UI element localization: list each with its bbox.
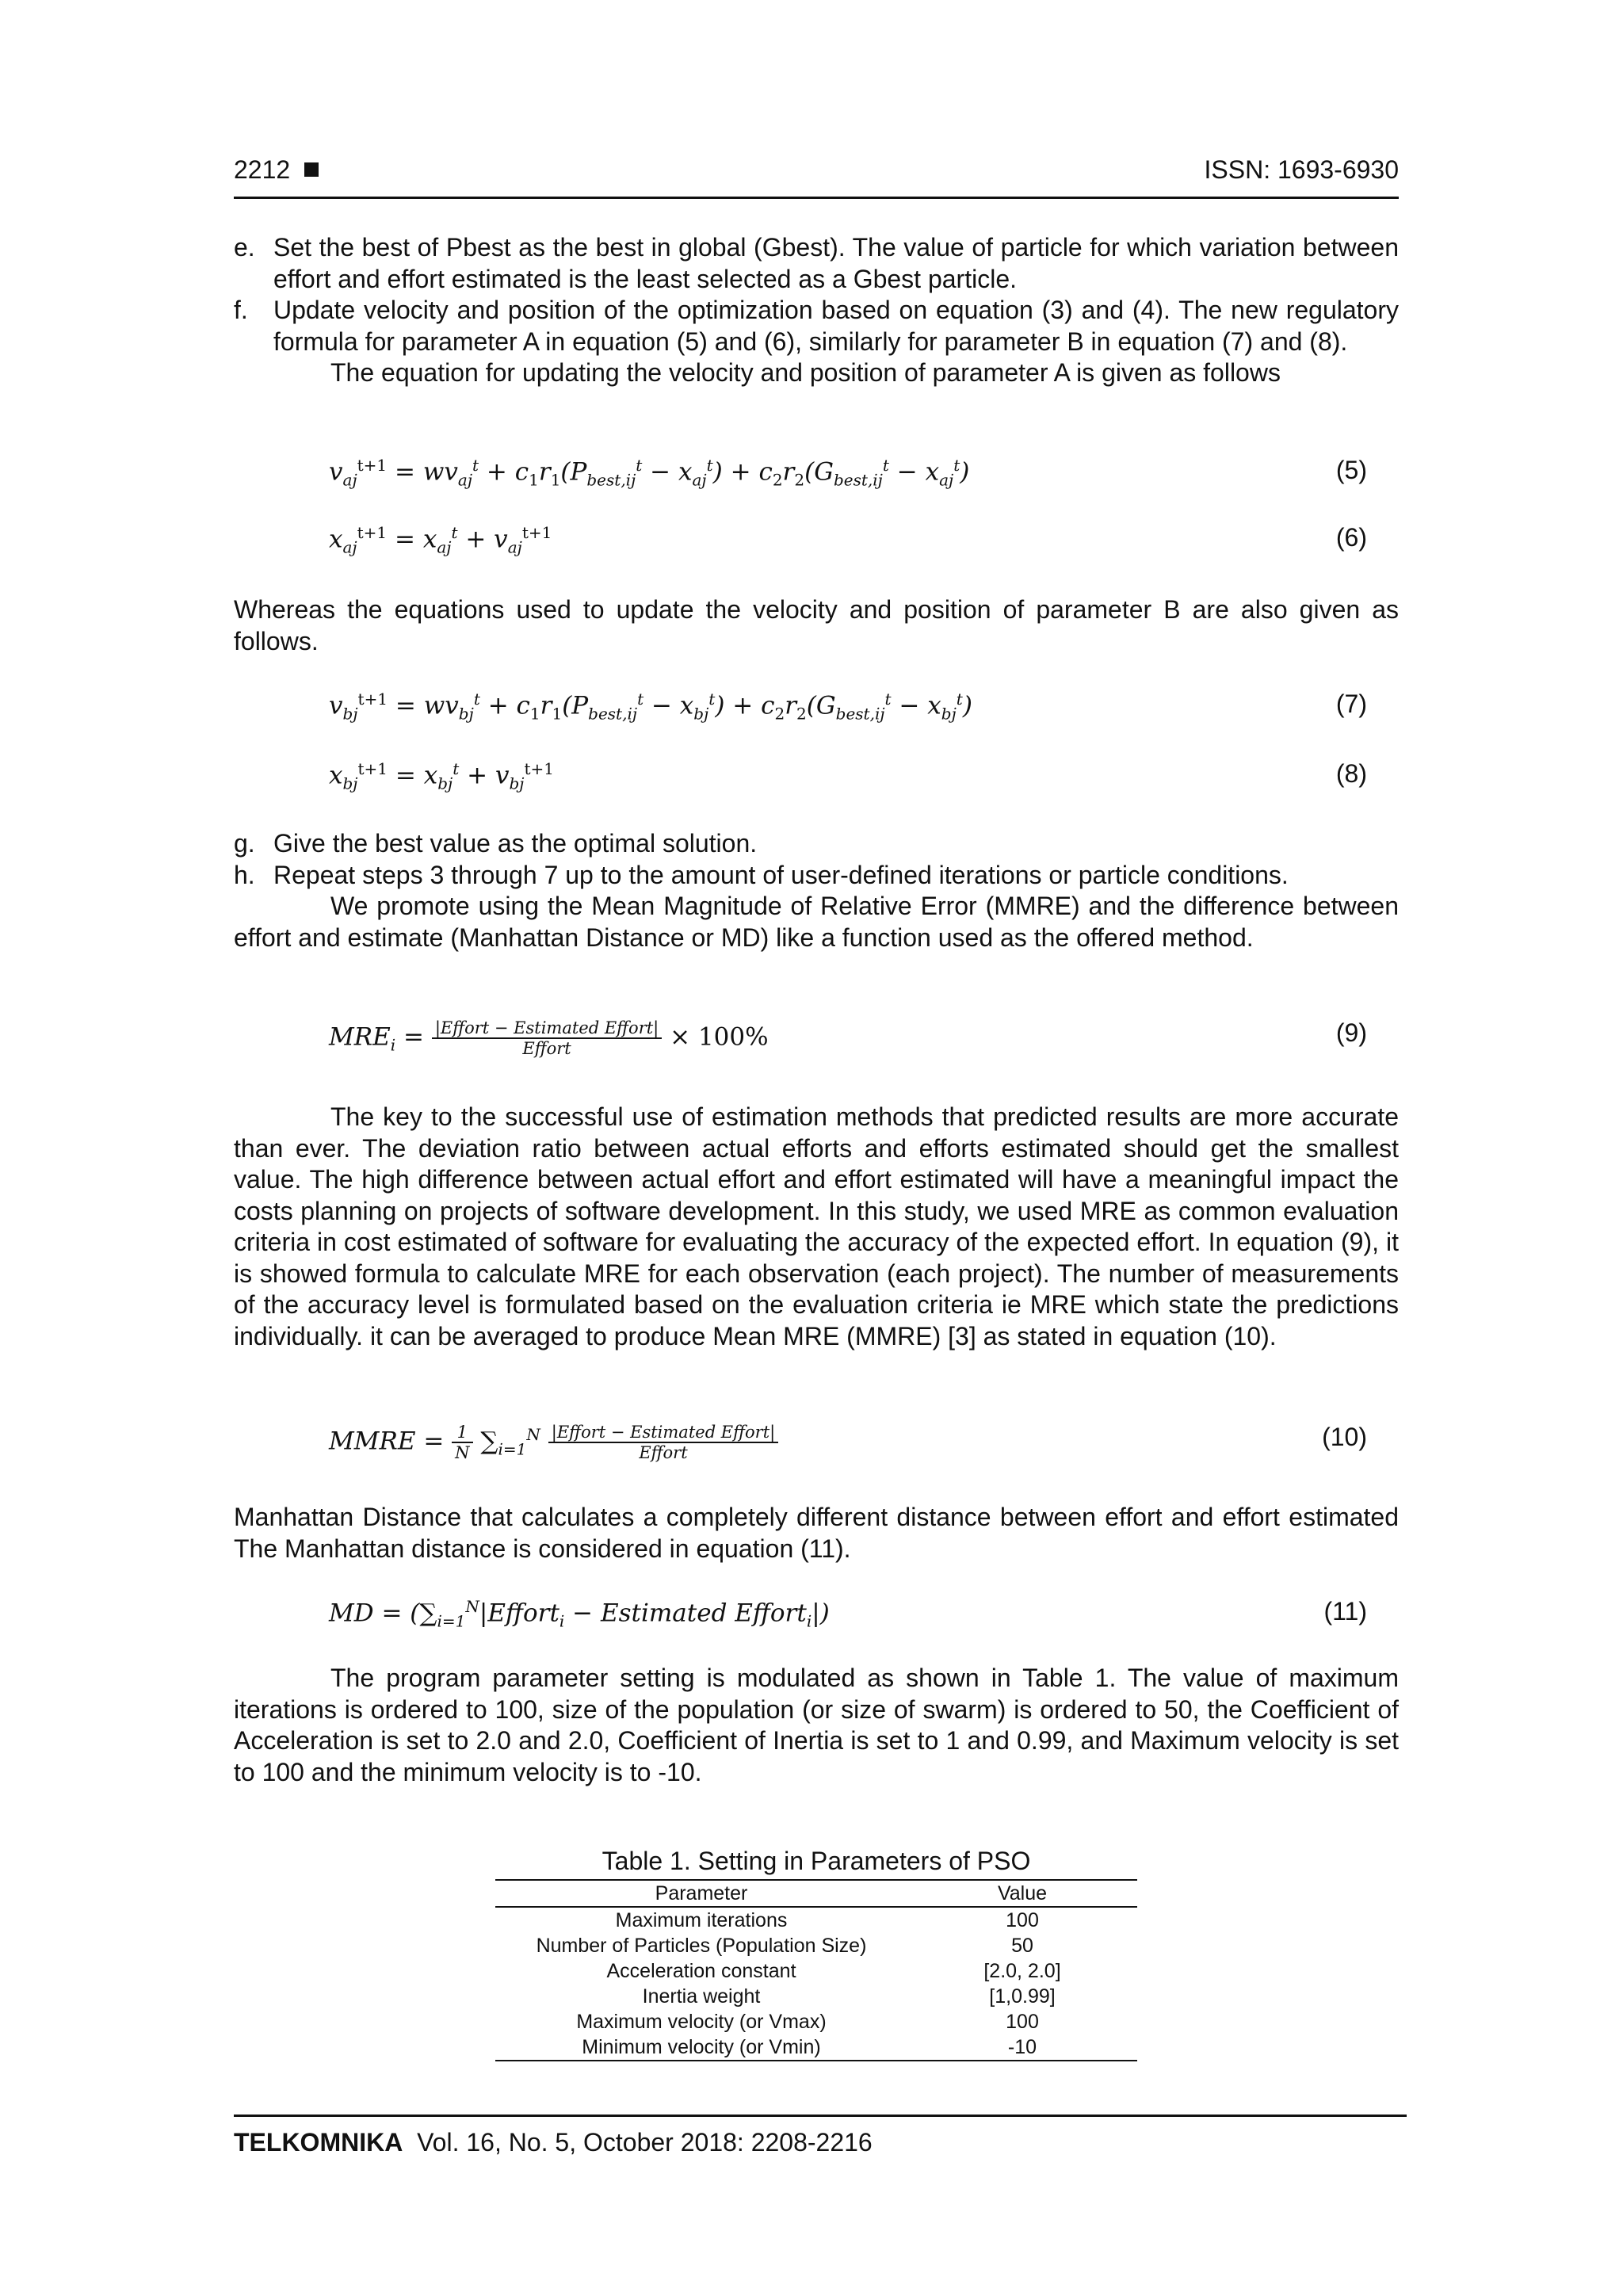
mmre-intro: We promote using the Mean Magnitude of Relative Error (MMRE) and the difference between effort and estimate (Manhattan Distance or MD) like a function used as the offered method. (234, 892, 1399, 952)
equation-number: (9) (1335, 1018, 1367, 1047)
fraction-denominator: Effort (522, 1039, 571, 1058)
page-number-group (234, 155, 319, 185)
table-cell: Acceleration constant (606, 1960, 796, 1982)
table-cell: 100 (1006, 1909, 1039, 1931)
text-block-1 (234, 232, 1399, 389)
equation-lhs: MMRE (329, 1427, 416, 1456)
equation-number: (7) (1335, 690, 1367, 718)
equation-rhs: × 100% (670, 1022, 769, 1052)
text-block-2 (234, 828, 1399, 953)
journal-name: TELKOMNIKA (234, 2128, 403, 2157)
list-marker: f. (234, 296, 248, 324)
equation-number: (10) (1322, 1423, 1367, 1451)
list-item-e (234, 232, 1399, 295)
table-cell: 100 (1006, 2011, 1039, 2033)
fraction (432, 1018, 662, 1058)
list-marker: g. (234, 829, 255, 858)
equation-lhs: MD (329, 1599, 374, 1628)
param-b-intro: Whereas the equations used to update the velocity and position of parameter B are also given as follows. (234, 595, 1399, 655)
equation-number: (5) (1335, 456, 1367, 484)
equation-8: $x_{bj}^{t+1} = x_{bj}^t + v_{bj}^{t+1}$ (8) (329, 759, 1367, 793)
fraction: $\frac{1}{N}$ (452, 1423, 472, 1462)
manhattan-paragraph: Manhattan Distance that calculates a completely different distance between effort and effort estimated The Manhattan distance is considered in equation (11). (234, 1503, 1399, 1563)
equation-10: MMRE = $\frac{1}{N}$ $\sum_{i=1}^N$ $\frac{\text{|Effort − Estimated Effort|}}{\text{Effort}}$ (10) (329, 1423, 1367, 1462)
table-row (495, 1933, 1137, 1958)
table-header-row (495, 1880, 1137, 1907)
table-cell: -10 (1007, 2036, 1037, 2058)
citation: Vol. 16, No. 5, October 2018: 2208-2216 (417, 2128, 873, 2157)
equation-6: $x_{aj}^{t+1} = x_{aj}^t + v_{aj}^{t+1}$ (6) (329, 523, 1367, 557)
issn: ISSN: 1693-6930 (1204, 155, 1399, 184)
key-paragraph: The key to the successful use of estimation methods that predicted results are more accurate than ever. The deviation ratio between actual efforts and efforts estimated should get the smallest value. The high difference between actual effort and effort estimated will have a meaningful impact the costs planning on projects of software development. In this study, we used MRE as common evaluation criteria in cost estimated of software for evaluating the accuracy of the expected effort. In equation (9), it is showed formula to calculate MRE for each observation (each project). The number of measurements of the accuracy level is formulated based on the evaluation criteria ie MRE which state the predictions individually. it can be averaged to produce Mean MRE (MMRE) [3] as stated in equation (10). (234, 1102, 1399, 1350)
table-row (495, 1907, 1137, 1933)
fraction-numerator: |Effort − Estimated Effort| (548, 1423, 778, 1443)
parameter-table (495, 1847, 1137, 2061)
page-footer (234, 2115, 1407, 2157)
list-item-text: Repeat steps 3 through 7 up to the amount of user-defined iterations or particle conditions. (273, 860, 1289, 889)
table-cell: [2.0, 2.0] (983, 1960, 1061, 1982)
equation-11: MD = ($\sum_{i=1}^N|Effort_i$ − Estimated Effort$_i$|) (11) (329, 1597, 1367, 1631)
list-item-g (234, 828, 1399, 860)
table-cell: Maximum iterations (615, 1909, 788, 1931)
equation-5: $v_{aj}^{t+1} = wv_{aj}^t + c_1r_1(P_{best,ij}^t - x_{aj}^t) + c_2r_2(G_{best,ij}^t - x_{aj}^t)$ (5) (329, 456, 1367, 490)
table-cell: Number of Particles (Population Size) (536, 1935, 867, 1957)
list-item-text: Give the best value as the optimal solution. (273, 829, 758, 858)
table-row (495, 2009, 1137, 2034)
fraction (548, 1423, 778, 1462)
table-header: Value (997, 1882, 1048, 1904)
table-row (495, 1958, 1137, 1984)
program-paragraph: The program parameter setting is modulated as shown in Table 1. The value of maximum iterations is ordered to 100, size of the population (or size of swarm) is ordered to 50, the Coefficient of Acceleration is set to 2.0 and 2.0, Coefficient of Inertia is set to 1 and 0.99, and Maximum velocity is set to 100 and the minimum velocity is to -10. (234, 1664, 1399, 1786)
page-number: 2212 (234, 155, 291, 184)
equation-9: $MRE_i$ = $\frac{\text{|Effort − Estimated Effort|}}{\text{Effort}}$ × 100% (9) (329, 1018, 1367, 1058)
fraction-denominator: Effort (639, 1443, 688, 1462)
table-header: Parameter (655, 1882, 748, 1904)
param-a-intro: The equation for updating the velocity and position of parameter A is given as follows (330, 358, 1281, 387)
list-item-text: Update velocity and position of the optimization based on equation (3) and (4). The new regulatory formula for parameter A in equation (5) and (6), similarly for parameter B in equation (7) and (8). (273, 296, 1399, 356)
list-item-text: Set the best of Pbest as the best in global (Gbest). The value of particle for which variation between effort and effort estimated is the least selected as a Gbest particle. (273, 233, 1399, 293)
table-row (495, 2034, 1137, 2061)
list-item-f (234, 295, 1399, 357)
equation-number: (8) (1335, 759, 1367, 788)
table-cell: 50 (1011, 1935, 1033, 1957)
equation-number: (6) (1335, 523, 1367, 552)
table-caption: Table 1. Setting in Parameters of PSO (601, 1847, 1031, 1875)
page-header (234, 155, 1399, 199)
square-bullet-icon (304, 162, 319, 177)
table-cell: Maximum velocity (or Vmax) (576, 2011, 827, 2033)
table-cell: [1,0.99] (989, 1985, 1056, 2008)
list-marker: h. (234, 860, 255, 889)
table (495, 1879, 1137, 2061)
equation-lhs: MRE (329, 1022, 391, 1052)
table-cell: Inertia weight (642, 1985, 761, 2008)
list-item-h (234, 860, 1399, 892)
table-row (495, 1984, 1137, 2009)
list-marker: e. (234, 233, 255, 262)
fraction-numerator: |Effort − Estimated Effort| (432, 1018, 662, 1039)
table-cell: Minimum velocity (or Vmin) (582, 2036, 821, 2058)
equation-7: $v_{bj}^{t+1} = wv_{bj}^t + c_1r_1(P_{best,ij}^t - x_{bj}^t) + c_2r_2(G_{best,ij}^t - x_{bj}^t)$ (7) (329, 690, 1367, 724)
equation-number: (11) (1323, 1597, 1367, 1626)
